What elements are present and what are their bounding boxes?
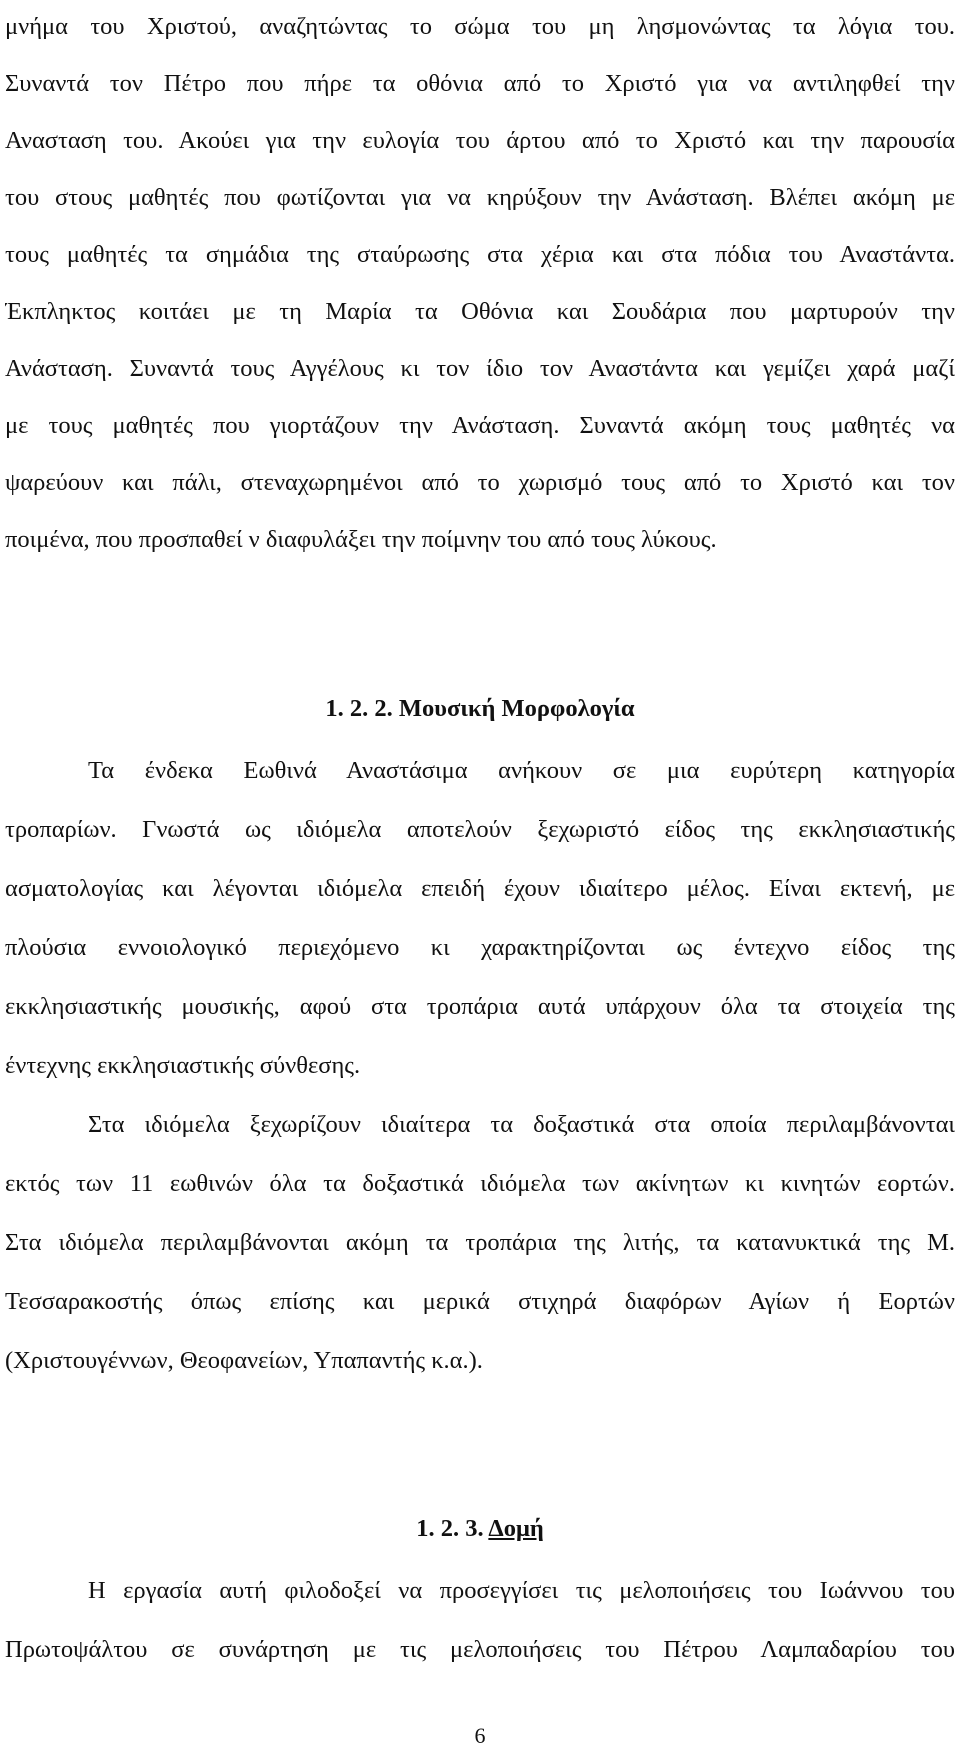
text-line: (Χριστουγέννων, Θεοφανείων, Υπαπαντής κ.α.). <box>5 1347 483 1374</box>
text-line: ασματολογίας και λέγονται ιδιόμελα επειδή έχουν ιδιαίτερο μέλος. Είναι εκτενή, με <box>5 875 955 902</box>
text-line: Η εργασία αυτή φιλοδοξεί να προσεγγίσει τις μελοποιήσεις του Ιωάννου του <box>88 1577 955 1604</box>
text-line: Στα ιδιόμελα ξεχωρίζουν ιδιαίτερα τα δοξαστικά στα οποία περιλαμβάνονται <box>88 1111 955 1138</box>
section-title: Μουσική Μορφολογία <box>398 695 635 722</box>
text-line: ψαρεύουν και πάλι, στεναχωρημένοι από το χωρισμό τους από το Χριστό και τον <box>5 469 955 496</box>
section-number: 1. 2. 3. <box>416 1515 484 1542</box>
text-line: Πρωτοψάλτου σε συνάρτηση με τις μελοποιήσεις του Πέτρου Λαμπαδαρίου του <box>5 1636 955 1663</box>
text-line: εκτός των 11 εωθινών όλα τα δοξαστικά ιδιόμελα των ακίνητων κι κινητών εορτών. <box>5 1170 955 1197</box>
text-line: τους μαθητές τα σημάδια της σταύρωσης στα χέρια και στα πόδια του Αναστάντα. <box>5 241 955 268</box>
text-line: τροπαρίων. Γνωστά ως ιδιόμελα αποτελούν ξεχωριστό είδος της εκκλησιαστικής <box>5 816 955 843</box>
text-line: με τους μαθητές που γιορτάζουν την Ανάσταση. Συναντά ακόμη τους μαθητές να <box>5 412 955 439</box>
text-line: του στους μαθητές που φωτίζονται για να κηρύξουν την Ανάσταση. Βλέπει ακόμη με <box>5 184 955 211</box>
text-line: Ανασταση του. Ακούει για την ευλογία του άρτου από το Χριστό και την παρουσία <box>5 127 955 154</box>
text-line: Συναντά τον Πέτρο που πήρε τα οθόνια από το Χριστό για να αντιληφθεί την <box>5 70 955 97</box>
text-line: μνήμα του Χριστού, αναζητώντας το σώμα του μη λησμονώντας τα λόγια του. <box>5 13 955 40</box>
text-line: ποιμένα, που προσπαθεί ν διαφυλάξει την ποίμνην του από τους λύκους. <box>5 526 717 553</box>
section-heading-structure <box>0 1514 960 1544</box>
text-line: Τα ένδεκα Εωθινά Αναστάσιμα ανήκουν σε μια ευρύτερη κατηγορία <box>88 757 955 784</box>
text-line: Τεσσαρακοστής όπως επίσης και μερικά στιχηρά διαφόρων Αγίων ή Εορτών <box>5 1288 955 1315</box>
text-line: πλούσια εννοιολογικό περιεχόμενο κι χαρακτηρίζονται ως έντεχνο είδος της <box>5 934 955 961</box>
text-line: Ανάσταση. Συναντά τους Αγγέλους κι τον ίδιο τον Αναστάντα και γεμίζει χαρά μαζί <box>5 355 955 382</box>
text-line: έντεχνης εκκλησιαστικής σύνθεσης. <box>5 1052 361 1079</box>
text-line: Έκπληκτος κοιτάει με τη Μαρία τα Οθόνια και Σουδάρια που μαρτυρούν την <box>5 298 955 325</box>
page-number: 6 <box>474 1723 486 1748</box>
section-heading-music-morphology <box>0 694 960 724</box>
section-title: Δομή <box>488 1515 544 1542</box>
text-line: Στα ιδιόμελα περιλαμβάνονται ακόμη τα τροπάρια της λιτής, τα κατανυκτικά της Μ. <box>5 1229 955 1256</box>
text-line: εκκλησιαστικής μουσικής, αφού στα τροπάρια αυτά υπάρχουν όλα τα στοιχεία της <box>5 993 955 1020</box>
section-number: 1. 2. 2. <box>325 695 393 722</box>
